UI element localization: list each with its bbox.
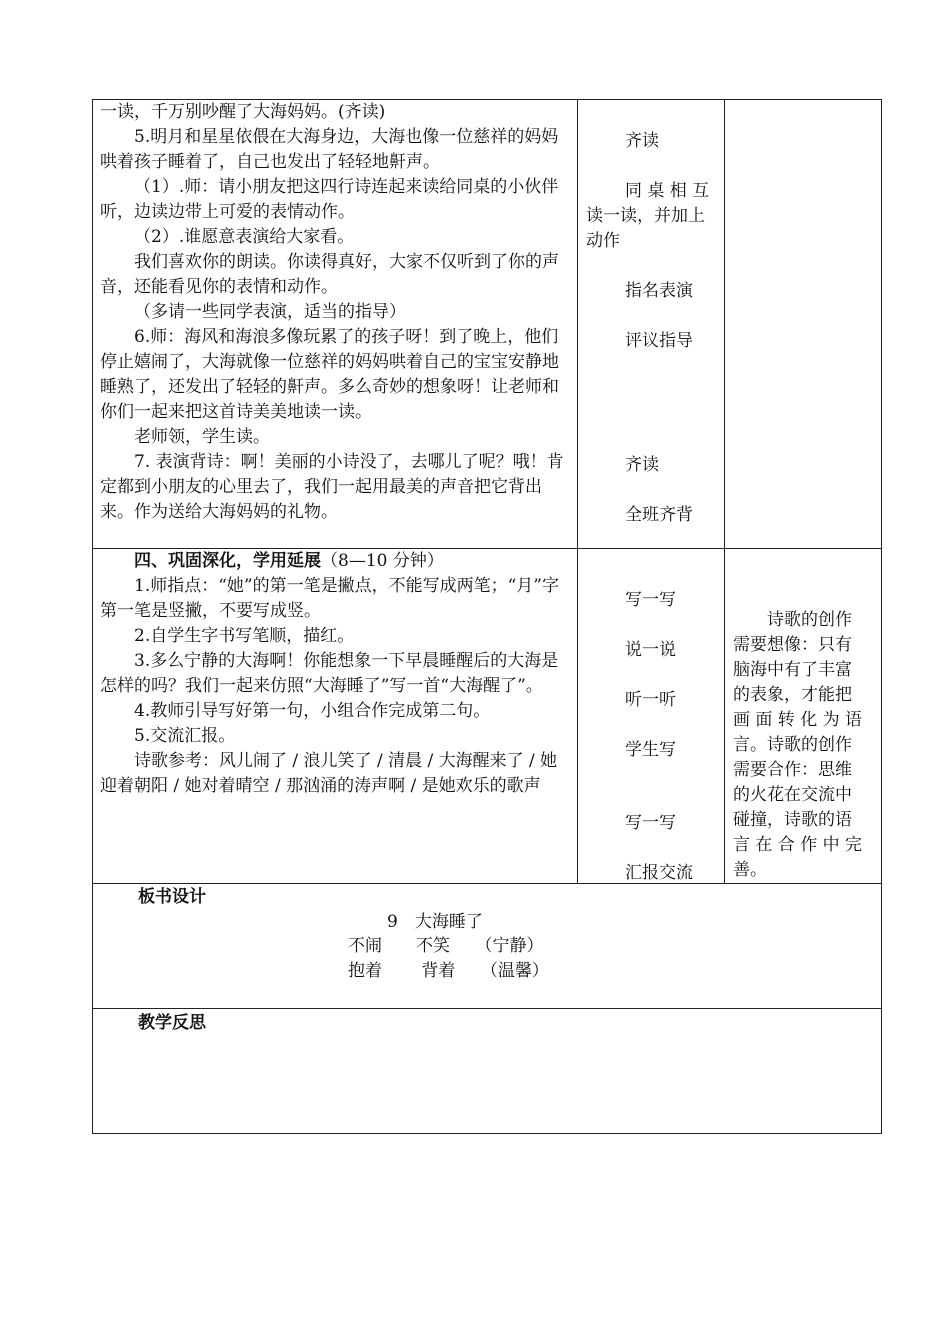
s4-note-line-4: 画 面 转 化 为 语 <box>733 710 863 730</box>
s4-line-4: 5.交流汇报。 <box>134 726 236 746</box>
s3-student-a6: 全班齐背 <box>625 505 693 525</box>
col-divider-2 <box>724 99 725 884</box>
s4-line-0: 1.师指点：“她”的第一笔是撇点，不能写成两笔；“月”字第一笔是竖撇，不要写成竖。 <box>100 576 559 621</box>
s4-line-2: 3.多么宁静的大海啊！你能想象一下早晨睡醒后的大海是怎样的吗？我们一起来仿照“大海睡了”写一首“大海醒了”。 <box>100 651 559 696</box>
s4-note-line-6: 需要合作：思维 <box>733 760 852 780</box>
s3-line-3: （2）.谁愿意表演给大家看。 <box>134 227 355 247</box>
s3-student-a4: 评议指导 <box>625 331 693 351</box>
col-divider-1 <box>577 99 578 884</box>
s3-student-a3: 指名表演 <box>625 281 693 301</box>
s3-student-a2-l1: 同 桌 相 互 <box>625 181 710 201</box>
section3-teacher-cell <box>100 100 572 525</box>
s4-student-a6: 汇报交流 <box>625 863 693 883</box>
board-heading: 板书设计 <box>138 887 206 907</box>
s3-line-5: （多请一些同学表演，适当的指导） <box>134 302 406 322</box>
s3-line-8: 7. 表演背诗：啊！美丽的小诗没了，去哪儿了呢？哦！肯定都到小朋友的心里去了，我们一起用最美的声音把它背出来。作为送给大海妈妈的礼物。 <box>100 452 564 522</box>
s4-note-line-5: 言。诗歌的创作 <box>733 735 852 755</box>
s3-line-0: 一读，千万别吵醒了大海妈妈。(齐读) <box>100 102 386 122</box>
s4-note-line-10: 善。 <box>733 860 767 880</box>
board-row-2: 抱着 背着 （温馨） <box>348 961 549 981</box>
s4-note-line-1: 需要想像：只有 <box>733 635 852 655</box>
s4-heading-time: （8—10 分钟） <box>321 551 444 571</box>
s4-design-note <box>733 608 873 883</box>
s4-student-a3: 听一听 <box>625 690 676 710</box>
s4-student-a1: 写一写 <box>625 590 676 610</box>
section4-teacher-cell <box>100 549 572 799</box>
s4-note-line-0: 诗歌的创作 <box>767 610 852 630</box>
reflection-heading: 教学反思 <box>138 1013 206 1033</box>
s4-note-line-2: 脑海中有了丰富 <box>733 660 852 680</box>
s4-heading-title: 四、巩固深化，学用延展 <box>134 551 321 571</box>
s3-student-a5: 齐读 <box>625 455 659 475</box>
s4-line-1: 2.自学生字书写笔顺，描红。 <box>134 626 355 646</box>
s4-line-3: 4.教师引导写好第一句，小组合作完成第二句。 <box>134 701 491 721</box>
s4-note-line-8: 碰撞，诗歌的语 <box>733 810 852 830</box>
s4-student-a2: 说一说 <box>625 640 676 660</box>
s4-heading <box>100 549 572 574</box>
row-divider-2 <box>92 883 882 884</box>
s3-student-a1: 齐读 <box>625 131 659 151</box>
s3-line-6: 6.师：海风和海浪多像玩累了的孩子呀！到了晚上，他们停止嬉闹了，大海就像一位慈祥的妈妈哄着自己的宝宝安静地睡熟了，还发出了轻轻的鼾声。多么奇妙的想象呀！让老师和你们一起来把这首诗美美地读一读。 <box>100 327 559 422</box>
s3-student-a2-l2: 读一读，并加上 <box>586 206 705 226</box>
s4-note-line-9: 言 在 合 作 中 完 <box>733 835 863 855</box>
s3-line-1: 5.明月和星星依偎在大海身边，大海也像一位慈祥的妈妈哄着孩子睡着了，自己也发出了轻轻地鼾声。 <box>100 127 559 172</box>
s3-line-4: 我们喜欢你的朗读。你读得真好，大家不仅听到了你的声音，还能看见你的表情和动作。 <box>100 252 559 297</box>
s3-line-2: （1）.师：请小朋友把这四行诗连起来读给同桌的小伙伴听，边读边带上可爱的表情动作。 <box>100 177 559 222</box>
s4-note-line-3: 的表象，才能把 <box>733 685 852 705</box>
board-row-1: 不闹 不笑 （宁静） <box>348 936 544 956</box>
board-title: 9 大海睡了 <box>387 912 483 932</box>
s4-student-a5: 写一写 <box>625 813 676 833</box>
s4-student-a4: 学生写 <box>625 740 676 760</box>
s3-line-7: 老师领，学生读。 <box>134 427 270 447</box>
s3-student-a2-l3: 动作 <box>586 231 620 251</box>
s4-note-line-7: 的火花在交流中 <box>733 785 852 805</box>
s4-line-5: 诗歌参考：风儿闹了 / 浪儿笑了 / 清晨 / 大海醒来了 / 她迎着朝阳 / 她对着晴空 / 那汹涌的涛声啊 / 是她欢乐的歌声 <box>100 751 558 796</box>
row-divider-3 <box>92 1008 882 1009</box>
